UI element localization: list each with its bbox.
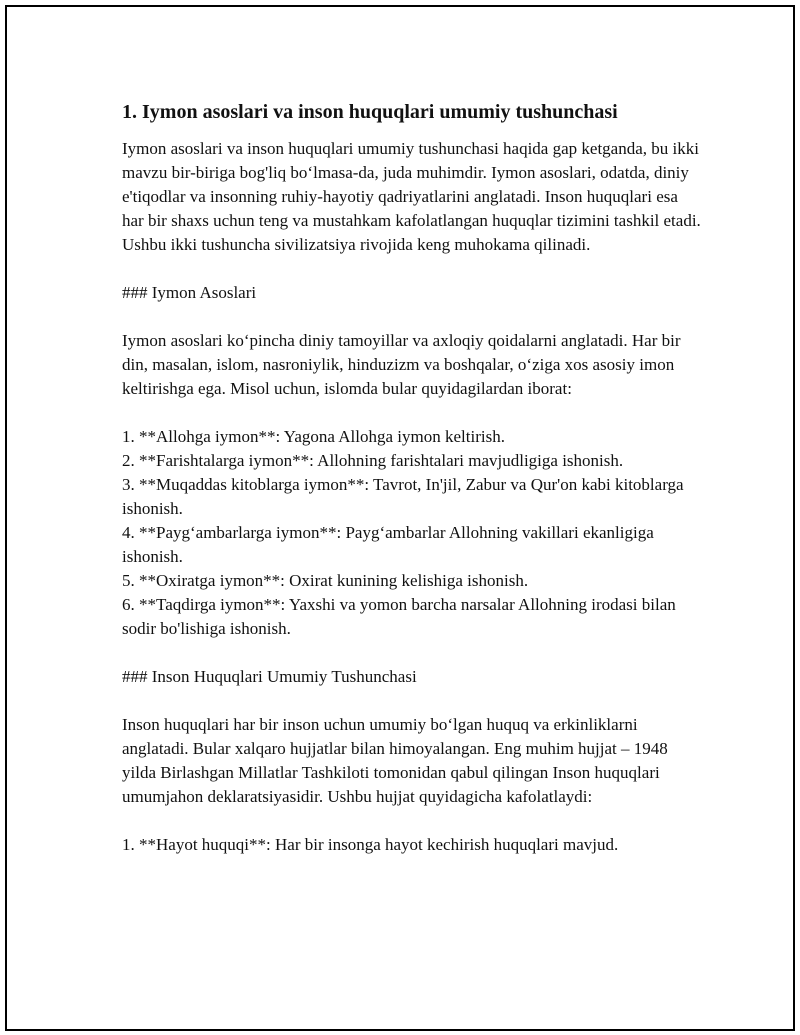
huquqlar-list — [122, 833, 702, 857]
document-page — [5, 5, 795, 1031]
list-item: 5. **Oxiratga iymon**: Oxirat kunining kelishiga ishonish. — [122, 571, 529, 590]
iymon-list — [122, 425, 702, 641]
list-item: 3. **Muqaddas kitoblarga iymon**: Tavrot, In'jil, Zabur va Qur'on kabi kitoblarga ishonish. — [122, 475, 684, 518]
section-paragraph-inson-huquqlari: Inson huquqlari har bir inson uchun umumiy bo‘lgan huquq va erkinliklarni anglatadi. Bular xalqaro hujjatlar bilan himoyalangan. Eng muhim hujjat – 1948 yilda Birlashgan Millatlar Tashkiloti tomonidan qabul qilingan Inson huquqlari umumjahon deklaratsiyasidir. Ushbu hujjat quyidagicha kafolatlaydi: — [122, 715, 668, 806]
list-item: 6. **Taqdirga iymon**: Yaxshi va yomon barcha narsalar Allohning irodasi bilan sodir bo'lishiga ishonish. — [122, 595, 676, 638]
section-heading-inson-huquqlari: ### Inson Huquqlari Umumiy Tushunchasi — [122, 667, 417, 686]
document-title: 1. Iymon asoslari va inson huquqlari umumiy tushunchasi — [122, 101, 618, 123]
section-heading-iymon-asoslari: ### Iymon Asoslari — [122, 283, 257, 302]
list-item: 1. **Allohga iymon**: Yagona Allohga iymon keltirish. — [122, 427, 505, 446]
intro-paragraph: Iymon asoslari va inson huquqlari umumiy tushunchasi haqida gap ketganda, bu ikki mavzu bir-biriga bog'liq bo‘lmasa-da, juda muhimdir. Iymon asoslari, odatda, diniy e'tiqodlar va insonning ruhiy-hayotiy qadriyatlarini anglatadi. Inson huquqlari esa har bir shaxs uchun teng va mustahkam kafolatlangan huquqlar tizimini tashkil etadi. Ushbu ikki tushuncha sivilizatsiya rivojida keng muhokama qilinadi. — [122, 139, 701, 254]
list-item: 4. **Payg‘ambarlarga iymon**: Payg‘ambarlar Allohning vakillari ekanligiga ishonish. — [122, 523, 654, 566]
section-paragraph-iymon-asoslari: Iymon asoslari ko‘pincha diniy tamoyillar va axloqiy qoidalarni anglatadi. Har bir din, masalan, islom, nasroniylik, hinduzizm va boshqalar, o‘ziga xos asosiy imon keltirishga ega. Misol uchun, islomda bular quyidagilardan iborat: — [122, 331, 681, 398]
list-item: 2. **Farishtalarga iymon**: Allohning farishtalari mavjudligiga ishonish. — [122, 451, 624, 470]
list-item: 1. **Hayot huquqi**: Har bir insonga hayot kechirish huquqlari mavjud. — [122, 835, 619, 854]
document-content — [122, 99, 702, 881]
